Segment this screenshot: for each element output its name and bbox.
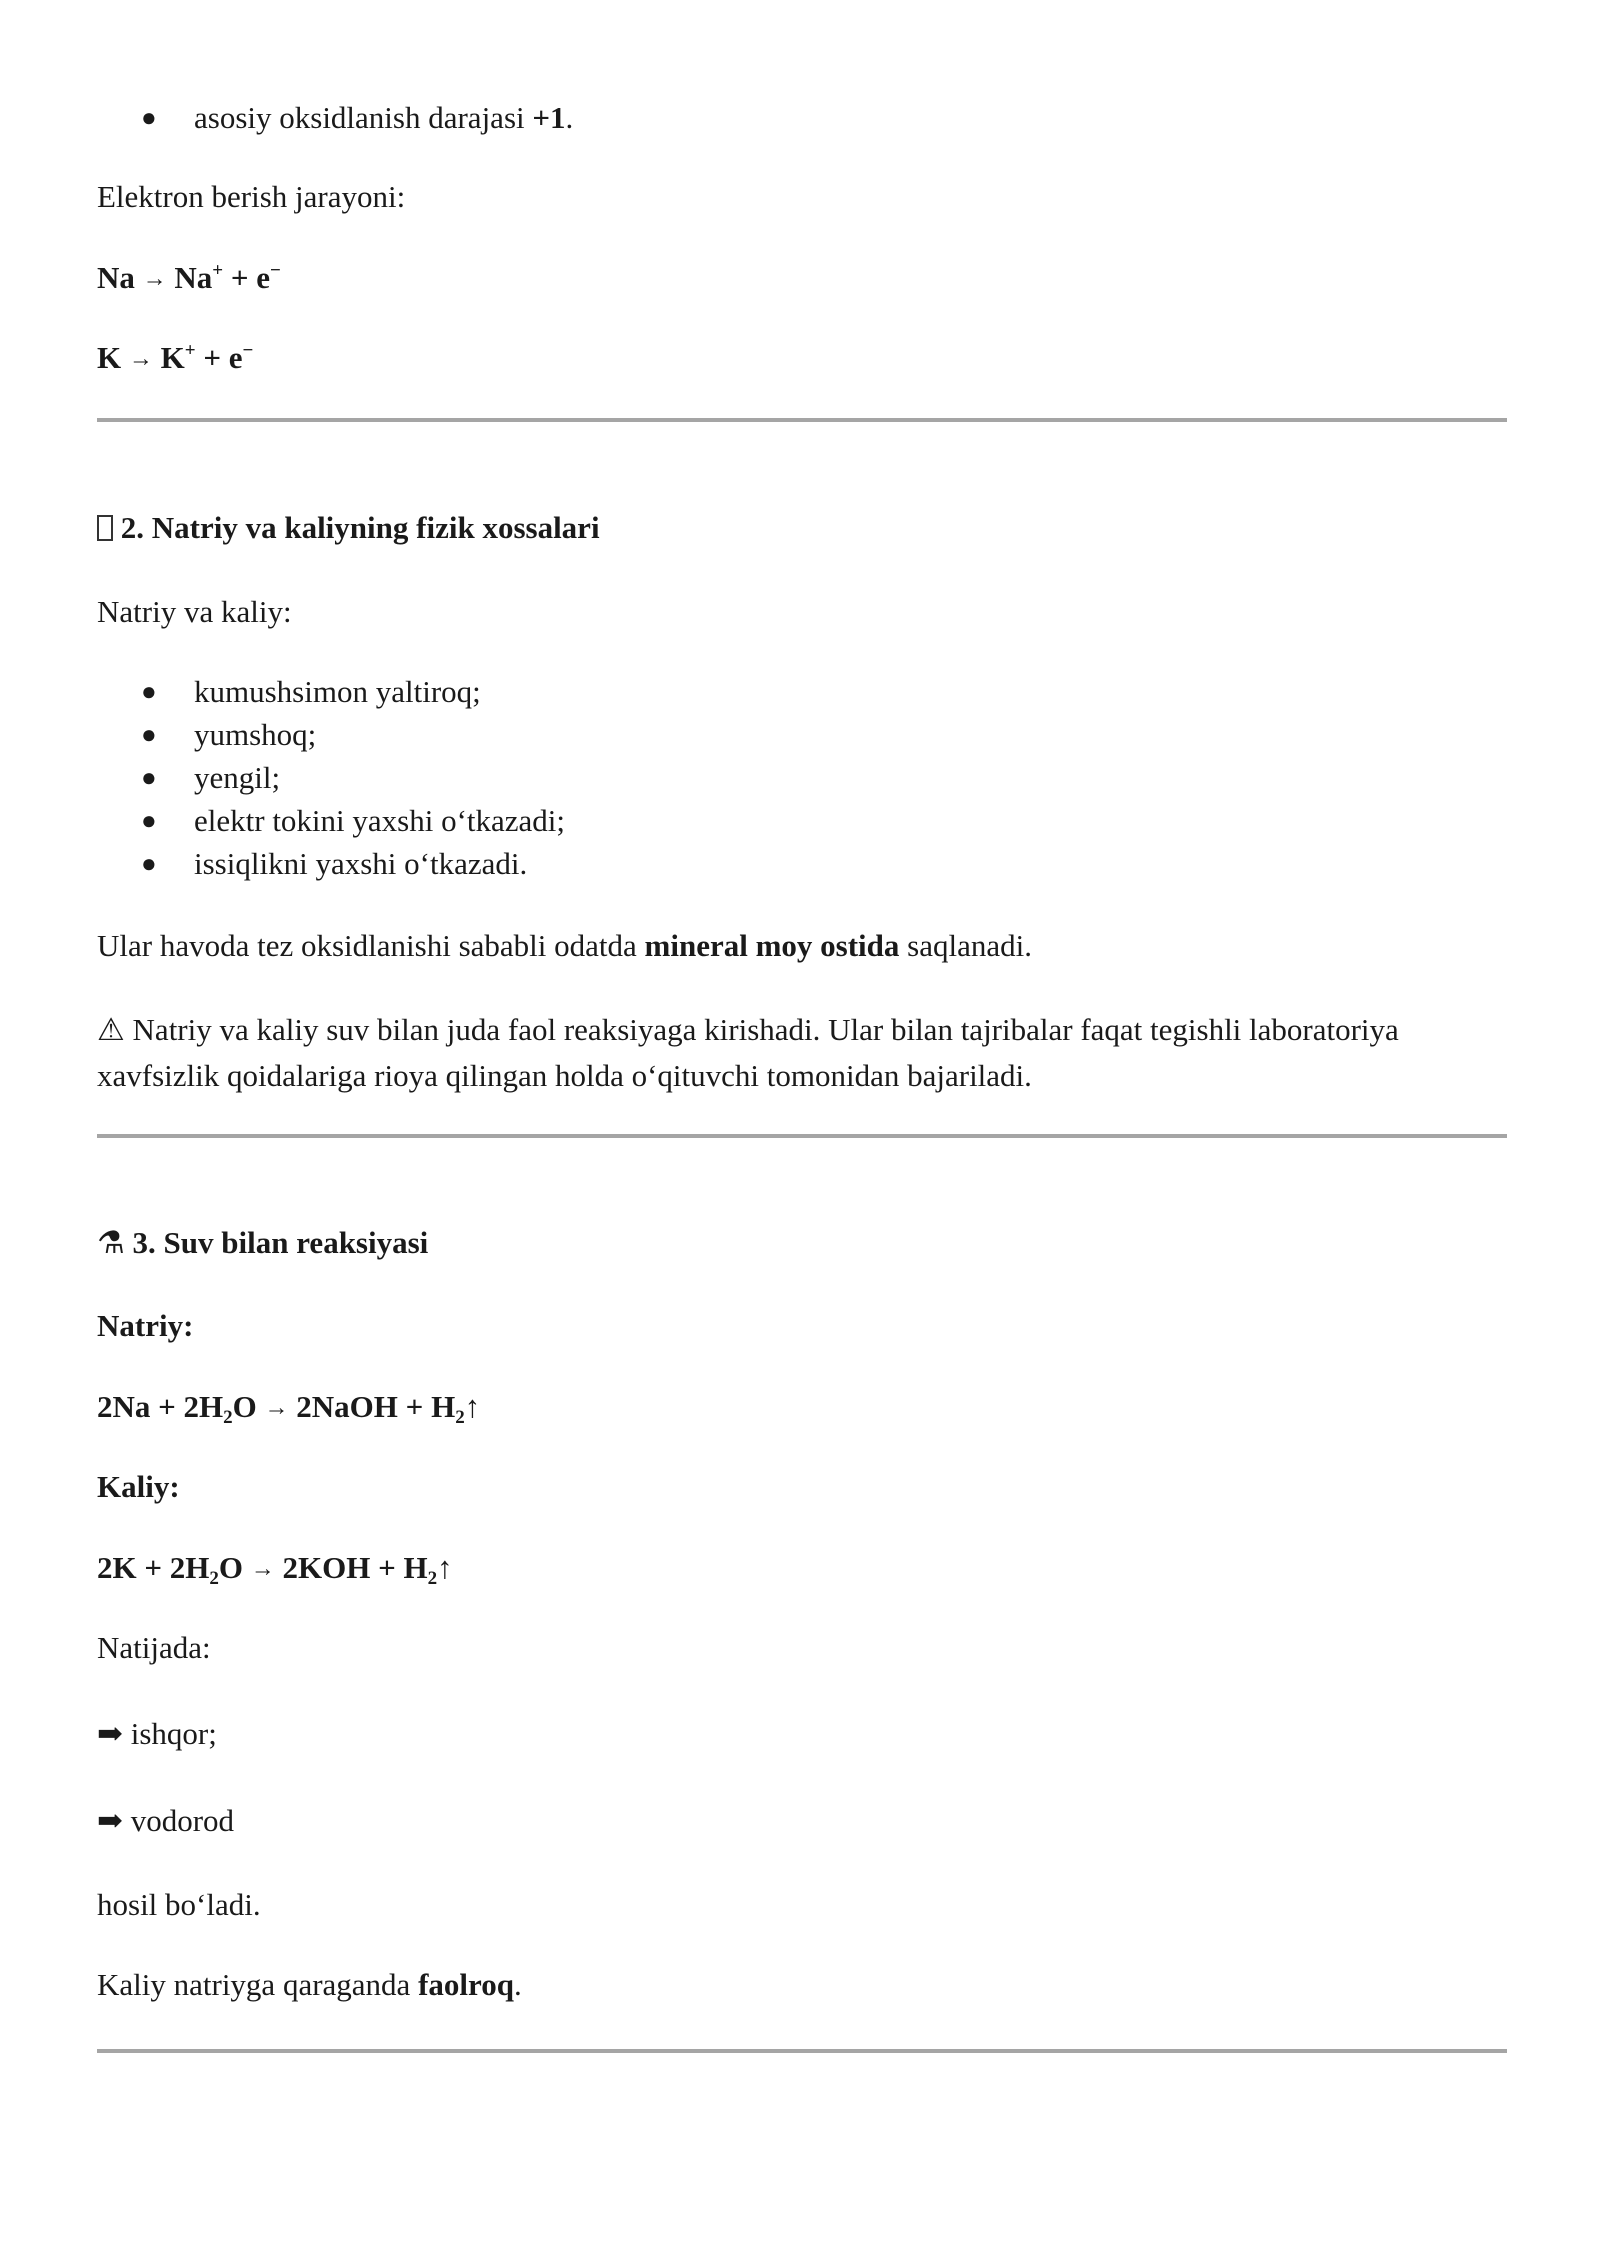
result-item-hydrogen: ➡ vodorod	[97, 1803, 235, 1838]
equation-potassium-ionization: K → K+ + e−	[97, 340, 254, 375]
bullet-marker: ●	[141, 763, 157, 792]
list-item: issiqlikni yaxshi oʻtkazadi.	[194, 846, 528, 881]
storage-note: Ular havoda tez oksidlanishi sababli odatda mineral moy ostida saqlanadi.	[97, 928, 1032, 963]
warning-icon: ⚠	[97, 1012, 125, 1047]
list-item: kumushsimon yaltiroq;	[194, 674, 481, 709]
bullet-marker: ●	[141, 849, 157, 878]
result-end: hosil boʻladi.	[97, 1887, 261, 1922]
divider	[97, 2049, 1507, 2053]
bullet-marker: ●	[141, 806, 157, 835]
list-item: yengil;	[194, 760, 281, 795]
conclusion: Kaliy natriyga qaraganda faolroq.	[97, 1967, 522, 2002]
result-item-alkali: ➡ ishqor;	[97, 1716, 217, 1751]
right-arrow-icon: ➡	[97, 1716, 123, 1751]
equation-potassium-water: $2K + 2H_2O \to 2KOH$ + $H_2↑$	[97, 1550, 453, 1589]
equation-sodium-ionization: Na → Na+ + e−	[97, 260, 281, 295]
safety-warning: ⚠ Natriy va kaliy suv bilan juda faol reaksiyaga kirishadi. Ular bilan tajribalar faqat tegishli laboratoriya xavfsizlik qoidalariga rioya qilingan holda oʻqituvchi tomonidan bajariladi.	[97, 1012, 1399, 1093]
divider	[97, 418, 1507, 422]
section3-heading: ⚗ 3. Suv bilan reaksiyasi	[97, 1225, 429, 1260]
bullet-marker: ●	[141, 677, 157, 706]
bullet-marker: ●	[141, 720, 157, 749]
section2-heading: 2. Natriy va kaliyning fizik xossalari	[97, 506, 600, 550]
natriy-label: Natriy:	[97, 1308, 194, 1343]
divider	[97, 1134, 1507, 1138]
alembic-icon: ⚗	[97, 1225, 125, 1260]
section2-intro: Natriy va kaliy:	[97, 594, 292, 629]
bullet-marker: ●	[141, 103, 157, 132]
list-item: elektr tokini yaxshi oʻtkazadi;	[194, 803, 566, 838]
right-arrow-icon: ➡	[97, 1803, 123, 1838]
kaliy-label: Kaliy:	[97, 1469, 180, 1504]
list-item: yumshoq;	[194, 717, 317, 752]
missing-glyph-icon	[97, 515, 113, 541]
equation-sodium-water: $2Na + 2H_2O$ → 2NaOH + $H_2↑$	[97, 1389, 481, 1428]
result-label: Natijada:	[97, 1630, 211, 1665]
list-item-oxidation-state: asosiy oksidlanish darajasi +1.	[194, 100, 574, 135]
electron-intro: Elektron berish jarayoni:	[97, 179, 406, 214]
